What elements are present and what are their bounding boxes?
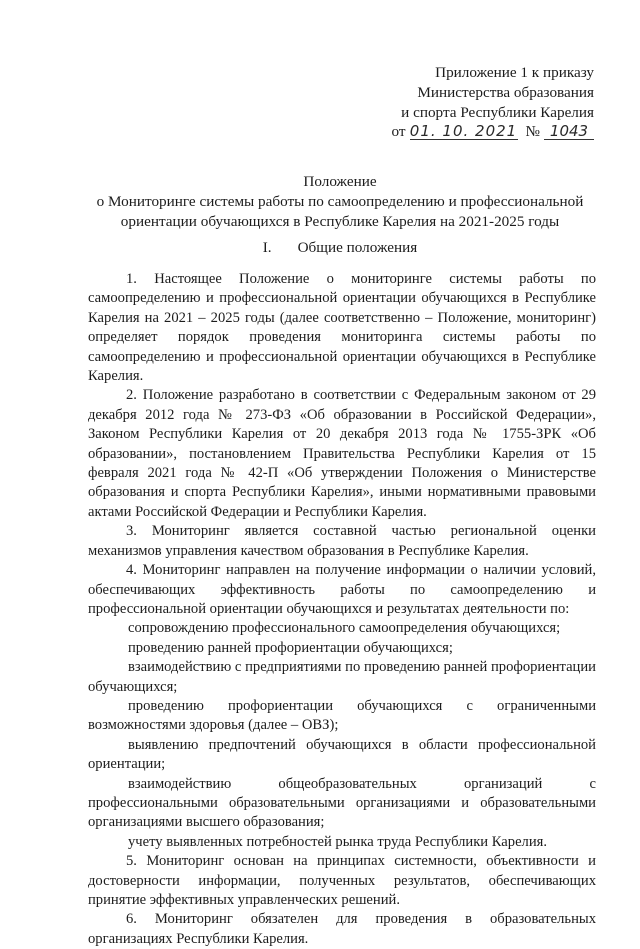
list-item: выявлению предпочтений обучающихся в области профессиональной ориентации; [88, 736, 596, 773]
title-line-2: о Мониторинге системы работы по самоопределению и профессиональной [96, 193, 584, 210]
list-item: взаимодействию с предприятиями по проведению ранней профориентации обучающихся; [88, 659, 596, 695]
paragraph-2: 2. Положение разработано в соответствии с Федеральным законом от 29 декабря 2012 года № 273-ФЗ «Об образовании в Российской Федерации», Законом Республики Карелия от 20 декабря 2013 года № 1755-ЗРК «Об образовании», постановлением Правительства Республики Карелия от 15 февраля 2021 года № 42-П «Об утверждении Положения о Министерстве образования и спорта Республики Карелия», иными нормативными правовыми актами Российской Федерации и Республики Карелия. [88, 387, 596, 520]
list-item: взаимодействию общеобразовательных организаций с профессиональными образовательными организациями и образовательными организациями высшего образования; [88, 775, 596, 831]
section-numeral: I. [262, 239, 272, 256]
appendix-line-2: Министерства образования [417, 83, 594, 101]
list-item: проведению ранней профориентации обучающихся; [128, 639, 453, 656]
number-label: № [525, 123, 540, 141]
appendix-line-1: Приложение 1 к приказу [435, 64, 594, 81]
paragraph-3: 3. Мониторинг является составной частью региональной оценки механизмов управления качеством образования в Республике Карелия. [88, 523, 596, 559]
appendix-block [391, 63, 594, 142]
list-item: учету выявленных потребностей рынка труда Республики Карелия. [128, 833, 548, 850]
section-heading [60, 238, 620, 258]
paragraph-4: 4. Мониторинг направлен на получение информации о наличии условий, обеспечивающих эффективность работы по самоопределению и профессиональной ориентации обучающихся и результатах деятельности по: [88, 562, 596, 617]
document-title [60, 172, 620, 232]
paragraph-5: 5. Мониторинг основан на принципах системности, объективности и достоверности информации, полученных результатов, обеспечивающих принятие эффективных управленческих решений. [88, 853, 596, 908]
appendix-line-3: и спорта Республики Карелия [401, 103, 594, 121]
title-line-1: Положение [303, 173, 377, 190]
handwritten-date: 01. 10. 2021 [409, 122, 518, 141]
list-item: сопровождению профессионального самоопределения обучающихся; [128, 620, 561, 637]
paragraph-1: 1. Настоящее Положение о мониторинге системы работы по самоопределению и профессиональной ориентации обучающихся в Республике Карелия на 2021 – 2025 годы (далее соответственно – Положение, мониторинг) определяет порядок проведения мониторинга системы работы по самоопределению и профессиональной ориентации обучающихся в Республике Карелия. [88, 271, 596, 385]
appendix-date-line [391, 122, 594, 142]
section-title: Общие положения [297, 239, 418, 256]
list-item: проведению профориентации обучающихся с ограниченными возможностями здоровья (далее – ОВЗ); [88, 697, 596, 734]
handwritten-order-number: 1043 [544, 123, 594, 140]
document-body [88, 270, 596, 949]
title-line-3: ориентации обучающихся в Республике Карелия на 2021-2025 годы [120, 213, 560, 230]
date-prefix: от [391, 123, 406, 141]
paragraph-6: 6. Мониторинг обязателен для проведения в образовательных организациях Республики Карелия. [88, 911, 596, 947]
